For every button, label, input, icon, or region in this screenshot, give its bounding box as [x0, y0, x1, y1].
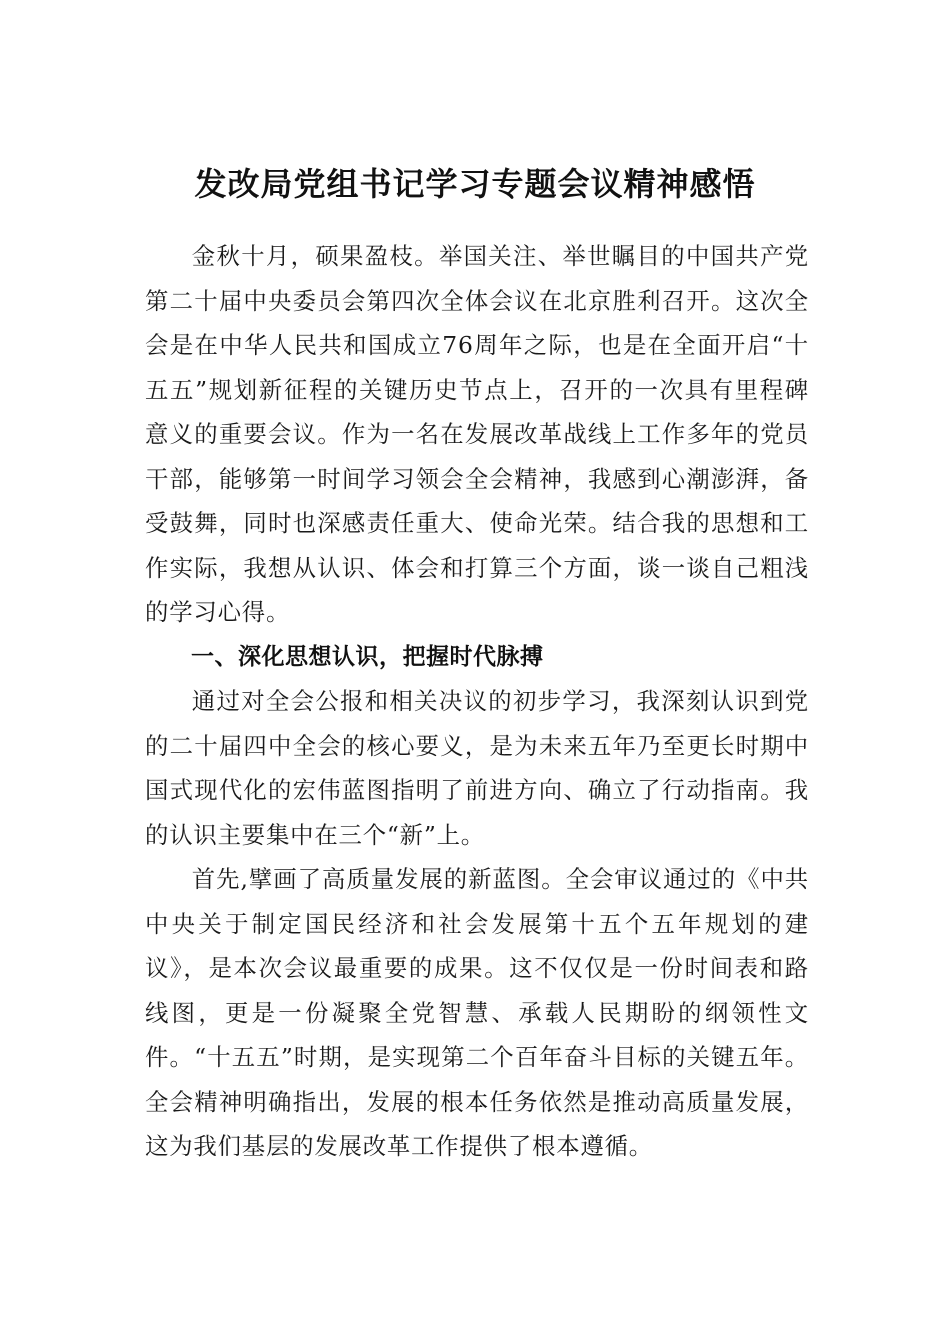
document-body [145, 234, 809, 1169]
document-title: 发改局党组书记学习专题会议精神感悟 [194, 165, 756, 203]
section-paragraph-2: 首先,擘画了高质量发展的新蓝图。全会审议通过的《中共中央关于制定国民经济和社会发展第十五个五年规划的建议》，是本次会议最重要的成果。这不仅仅是一份时间表和路线图，更是一份凝聚全党智慧、承载人民期盼的纲领性文件。“十五五”时期，是实现第二个百年奋斗目标的关键五年。全会精神明确指出，发展的根本任务依然是推动高质量发展，这为我们基层的发展改革工作提供了根本遵循。 [145, 865, 809, 1160]
intro-paragraph: 金秋十月，硕果盈枝。举国关注、举世瞩目的中国共产党第二十届中央委员会第四次全体会议在北京胜利召开。这次全会是在中华人民共和国成立76周年之际，也是在全面开启“十五五”规划新征程的关键历史节点上，召开的一次具有里程碑意义的重要会议。作为一名在发展改革战线上工作多年的党员干部，能够第一时间学习领会全会精神，我感到心潮澎湃，备受鼓舞，同时也深感责任重大、使命光荣。结合我的思想和工作实际，我想从认识、体会和打算三个方面，谈一谈自己粗浅的学习心得。 [145, 242, 809, 626]
section-paragraph-1: 通过对全会公报和相关决议的初步学习，我深刻认识到党的二十届四中全会的核心要义，是为未来五年乃至更长时期中国式现代化的宏伟蓝图指明了前进方向、确立了行动指南。我的认识主要集中在三个“新”上。 [145, 687, 809, 849]
section-heading: 一、深化思想认识，把握时代脉搏 [191, 643, 544, 670]
